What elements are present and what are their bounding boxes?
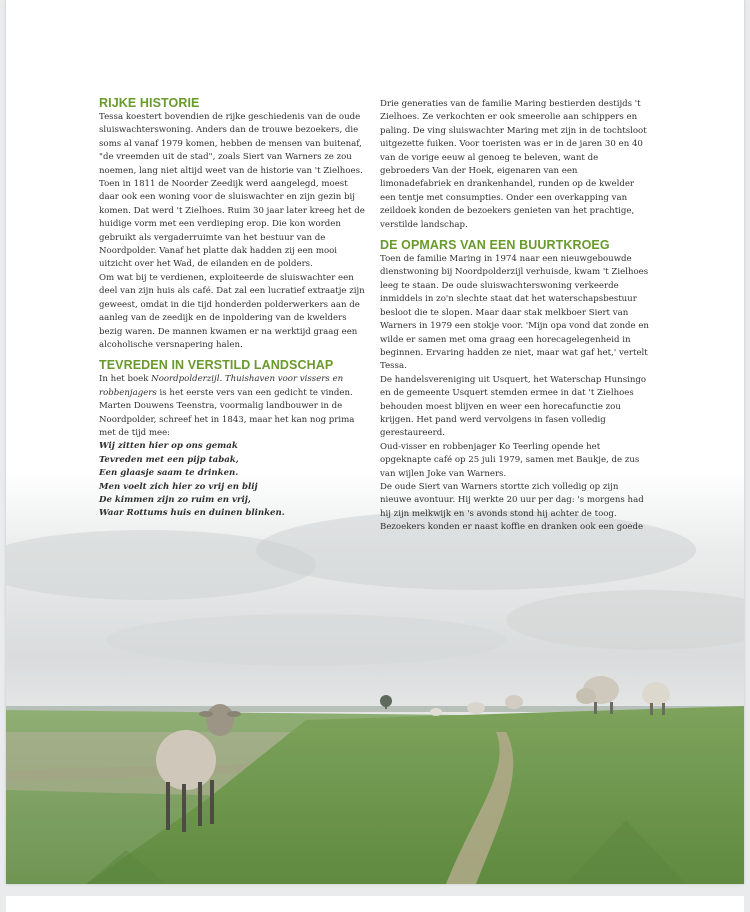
section-heading-rijke-historie: RIJKE HISTORIE [99,96,200,110]
paragraph: De handelsvereniging uit Usquert, het Waterschap Hunsingo en de gemeente Usquert stemden ermee in dat 't Zielhoes behouden moest blijven en weer een horecafunctie zou krijgen. Het pand werd vervolgens in fasen volledig gerestaureerd. [380,374,647,439]
section-heading-tevreden: TEVREDEN IN VERSTILD LANDSCHAP [99,358,334,373]
paragraph: Drie generaties van de familie Maring bestierden destijds 't Zielhoes. Ze verkochten er ook smeerolie aan schippers en paling. De ving sluiswachter Maring met zijn in de tochtsloot uitgezette fuiken. Voor toeristen was er in de jaren 30 en 40 van de vorige eeuw al genoeg te beleven, want de gebroeders Van der Hoek, eigenaren van een limonadefabriek en drankenhandel, runden op de kwelder een tentje met consumpties. Onder een overkapping van zeildoek konden de bezoekers genieten van het prachtige, verstilde landschap. [380,99,647,230]
left-text-column [99,96,369,521]
poem-line: Wij zitten hier op ons gemak [99,441,238,452]
poem [99,440,369,520]
poem-line: Tevreden met een pijp tabak, [99,454,239,465]
poem-line: Men voelt zich hier zo vrij en blij [99,481,258,492]
right-text-column [380,98,650,535]
section-heading-buurtkroeg: DE OPMARS VAN EEN BUURTKROEG [380,238,610,253]
paragraph: Tessa koestert bovendien de rijke geschiedenis van de oude sluiswachterswoning. Anders dan de trouwe bezoekers, die soms al vanaf 1979 komen, hebben de mensen van buitenaf, "de vreemden uit de stad", zoals Siert van Warners ze zou noemen, lang niet altijd weet van de historie van 't Zielhoes. Toen in 1811 de Noorder Zeedijk werd aangelegd, moest daar ook een woning voor de sluiswachter en zijn gezin bij komen. Dat werd 't Zielhoes. Ruim 30 jaar later kreeg het de huidige vorm met een verdieping erop. Die kon worden gebruikt als vergaderruimte van het bestuur van de Noordpolder. Vanaf het platte dak hadden zij een mooi uitzicht over het Wad, de eilanden en de polders. [99,112,365,270]
poem-line: De kimmen zijn zo ruim en vrij, [99,494,251,505]
poem-line: Een glaasje saam te drinken. [99,468,239,479]
paragraph: Toen de familie Maring in 1974 naar een nieuwgebouwde dienstwoning bij Noordpolderzijl verhuisde, kwam 't Zielhoes leeg te staan. De oude sluiswachterswoning verkeerde inmiddels in zo'n slechte staat dat het waterschapsbestuur besloot die te slopen. Maar daar stak melkboer Siert van Warners in 1979 een stokje voor. 'Mijn opa vond dat zonde en wilde er samen met oma graag een horecagelegenheid in beginnen. Ervaring hadden ze niet, maar wat gaf het,' vertelt Tessa. [380,254,649,372]
paragraph: Om wat bij te verdienen, exploiteerde de sluiswachter een deel van zijn huis als café. Dat zal een lucratief extraatje zijn geweest, omdat in die tijd honderden polderwerkers aan de aanleg van de zeedijk en de inpoldering van de kwelders bezig waren. De mannen kwamen er na werktijd graag een alcoholische versnapering halen. [99,272,365,350]
poem-line: Waar Rottums huis en duinen blinken. [99,508,285,519]
next-page-edge [6,896,744,912]
paragraph: In het boek Noordpolderzijl. Thuishaven voor vissers en robbenjagers is het eerste vers van een gedicht te vinden. Marten Douwens Teenstra, voormalig landbouwer in de Noordpolder, schreef het in 1843, maar het kan nog prima met de tijd mee: [99,374,355,438]
paragraph: De oude Siert van Warners stortte zich volledig op zijn nieuwe avontuur. Hij werkte 20 uur per dag: 's morgens had hij zijn melkwijk en 's avonds stond hij achter de toog. Bezoekers konden er naast koffie en dranken ook een goede [380,481,644,533]
paragraph: Oud-visser en robbenjager Ko Teerling opende het opgeknapte café op 25 juli 1979, samen met Baukje, de zus van wijlen Joke van Warners. [380,441,640,479]
magazine-page [6,0,744,884]
